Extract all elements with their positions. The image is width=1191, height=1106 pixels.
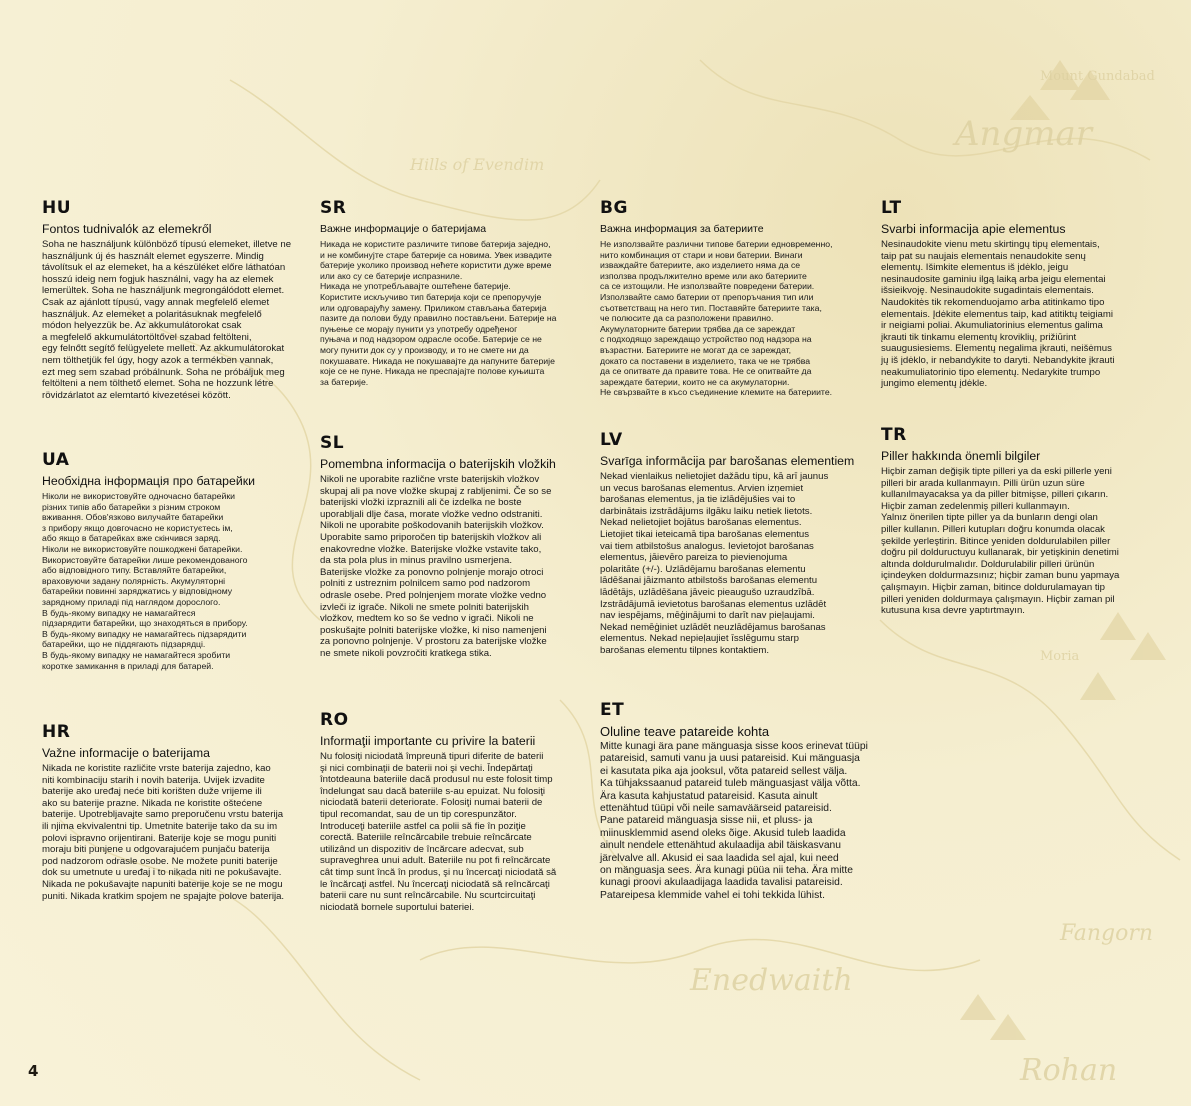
section-title: Необхідна інформація про батарейки xyxy=(42,474,255,488)
section-title: Svarbi informacija apie elementus xyxy=(881,222,1066,236)
map-label-gundabad: Mount Gundabad xyxy=(1040,69,1155,84)
page-number: 4 xyxy=(28,1062,39,1080)
section-body: Nikoli ne uporabite različne vrste baterijskih vložkov skupaj ali pa nove vložke skupaj z rabljenimi. Če so se baterijski vložki izpraznili ali če izdelka ne boste uporabljali dlje časa, morate vložke vedno odstraniti. Nikoli ne uporabite poškodovanih baterijskih vložkov. Uporabite samo priporočen tip baterijskih vložkov ali enakovredne vložke. Baterijske vložke vstavite tako, da sta pola plus in minus pravilno usmerjena. Baterijske vložke za ponovno polnjenje morajo otroci polniti z ustreznim polnilcem samo pod nadzorom odrasle osebe. Pred polnjenjem morate vložke vedno izvleči iz igrače. Nikoli ne smete polniti baterijskih vložkov, medtem ko so še vedno v igrači. Nikoli ne poskušajte polniti baterijske vložke, ki niso namenjeni za ponovno polnjenje. V prostoru za baterijske vložke ne smete nikoli povzročiti kratkega stika. xyxy=(320,474,552,659)
section-title: Fontos tudnivalók az elemekről xyxy=(42,222,212,236)
section-code: SL xyxy=(320,433,345,453)
section-title: Svarīga informācija par barošanas elementiem xyxy=(600,454,855,468)
section-code: ET xyxy=(600,700,625,720)
map-label-enedwaith: Enedwaith xyxy=(690,963,853,998)
map-label-fangorn: Fangorn xyxy=(1060,921,1154,946)
section-hu xyxy=(42,198,306,401)
section-code: HR xyxy=(42,722,71,742)
section-code: UA xyxy=(42,450,70,470)
section-et xyxy=(600,700,890,902)
section-ro xyxy=(320,710,588,913)
section-ua xyxy=(42,450,306,671)
section-lv xyxy=(600,430,868,657)
section-code: TR xyxy=(881,425,907,445)
section-code: SR xyxy=(320,198,347,218)
section-body: Mitte kunagi ära pane mänguasja sisse koos erinevat tüüpi patareisid, samuti vanu ja uusi patareisid. Kui mänguasja ei kasutata pika aja jooksul, võta patareid sellest välja. Ka tühjakssaanud patareid tuleb mänguasjast välja võtta. Ära kasuta kahjustatud patareisid. Kasuta ainult ettenähtud tüüpi või neile samaväärseid patareisid. Pane patareid mänguasja sisse nii, et pluss- ja miinusklemmid asend oleks õige. Akusid tuleb laadida ainult nendele ettenähtud akulaadija abil täiskasvanu järelvalve all. Akusid ei saa laadida sel ajal, kui need on mänguasja sees. Ära kunagi püüa nii teha. Ära mitte kunagi proovi akulaadijaga laadida tavalisi patareisid. Patareipesa klemmide vahel ei tohi tekkida lühist. xyxy=(600,741,868,901)
section-sl xyxy=(320,433,588,660)
section-body: Nekad vienlaikus nelietojiet dažādu tipu, kā arī jaunus un vecus barošanas elementus. Arvien izņemiet barošanas elementus, ja tie izlādējušies vai to darbinātais izstrādājums ilgāku laiku netiek lietots. Nekad nelietojiet bojātus barošanas elementus. Lietojiet tikai ieteicamā tipa barošanas elementus vai tiem atbilstošus analogus. Ievietojot barošanas elementus, jāievēro pareiza to pievienojuma polaritāte (+/-). Uzlādējamu barošanas elementu lādēšanai jāizmanto atbilstošs barošanas elementu lādētājs, uzlādēšana jāveic pieaugušo uzraudzībā. Izstrādājumā ievietotus barošanas elementus uzlādēt nav iespējams, mēģinājumi to darīt nav pieļaujami. Nekad nemēģiniet uzlādēt neuzlādējamus barošanas elementus. Nekad nepieļaujiet īsslēgumu starp barošanas elementu tilpnes kontaktiem. xyxy=(600,471,829,656)
section-bg xyxy=(600,198,868,398)
section-code: LT xyxy=(881,198,902,218)
map-label-moria: Moria xyxy=(1040,649,1080,664)
section-body: Не използвайте различни типове батерии едновременно, нито комбинация от стари и нови батерии. Винаги изваждайте батериите, ако изделието няма да се използва продължително време или ако батериите са се изтощили. Не използвайте повредени батерии. Използвайте само батерии от препоръчания тип или съответстващ на него тип. Поставяйте батериите така, че полюсите да са разположени правилно. Акумулаторните батерии трябва да се зареждат с подходящо зареждащо устройство под надзора на възрастни. Батериите не могат да се зареждат, докато са поставени в изделието, така че не трябва да се опитвате да правите това. Не се опитвайте да зареждате батерии, които не са акумулаторни. Не свързвайте в късо съединение клемите на батериите. xyxy=(600,239,833,398)
section-code: LV xyxy=(600,430,623,450)
section-body: Soha ne használjunk különböző típusú elemeket, illetve ne használjunk új és használt elemet egyszerre. Mindig távolítsuk el az elemeket, ha a készüléket előre láthatóan hosszú ideig nem fogjuk használni, vagy ha az elemek lemerültek. Soha ne használjunk megrongálódott elemet. Csak az ajánlott típusú, vagy annak megfelelő elemet használjuk. Az elemeket a polaritásuknak megfelelő módon helyezzük be. Az akkumulátorokat csak a megfelelő akkumulátortöltővel szabad feltölteni, egy felnőtt segítő felügyelete mellett. Az akkumulátorokat nem tölthetjük fel úgy, hogy azok a termékben vannak, ezt meg sem szabad próbálnunk. Soha ne próbáljuk meg feltölteni a nem tölthető elemet. Soha ne hozzunk létre rövidzárlatot az elemtartó kivezetései között. xyxy=(42,239,292,401)
section-title: Informaţii importante cu privire la baterii xyxy=(320,734,536,748)
section-title: Oluline teave patareide kohta xyxy=(600,724,770,739)
section-hr xyxy=(42,722,306,902)
section-title: Важне информације о батеријама xyxy=(320,223,487,235)
section-body: Nikada ne koristite različite vrste baterija zajedno, kao niti kombinaciju starih i novih baterija. Uvijek izvadite baterije ako uređaj neće biti korišten duže vrijeme ili ako su baterije prazne. Nikada ne koristite oštećene baterije. Upotrebljavajte samo preporučenu vrstu baterija ili njima ekvivalentni tip. Umetnite baterije tako da su im polovi ispravno orijentirani. Baterije koje se mogu puniti moraju biti punjene u odgovarajućem punjaču baterija pod nadzorom odrasle osobe. Ne možete puniti baterije dok su umetnute u uređaj i to nikada niti ne pokušavajte. Nikada ne pokušavajte napuniti baterije koje se ne mogu puniti. Nikada kratkim spojem ne spajajte polove baterija. xyxy=(42,763,285,902)
section-title: Važne informacije o baterijama xyxy=(42,746,210,760)
section-code: RO xyxy=(320,710,349,730)
section-body: Nesinaudokite vienu metu skirtingų tipų elementais, taip pat su naujais elementais nenaudokite senų elementų. Išimkite elementus iš įdėklo, jeigu nesinaudosite gaminiu ilgą laiką arba jeigu elementai išsieikvoję. Nesinaudokite sugadintais elementais. Naudokitės tik rekomenduojamo arba atitinkamo tipo elementais. Įdėkite elementus taip, kad atitiktų teigiami ir neigiami poliai. Akumuliatorinius elementus galima įkrauti tik tinkamu elementų kroviklių, prižiūrint suaugusiesiems. Elementų negalima įkrauti, neišėmus jų iš įdėklo, ir nebandykite to daryti. Nebandykite įkrauti neakumuliatorinio tipo elementų. Nedarykite trumpo jungimo elementų įdėkle. xyxy=(881,239,1115,390)
section-sr xyxy=(320,198,584,387)
section-title: Важна информация за батериите xyxy=(600,223,764,235)
map-label-rohan: Rohan xyxy=(1020,1053,1118,1088)
section-title: Piller hakkında önemli bilgiler xyxy=(881,449,1041,463)
section-body: Никада не користите различите типове батерија заједно, и не комбинујте старе батерије са новима. Увек извадите батерије уколико производ нећете користити дуже време или ако су се батерије испразниле. Никада не употребљавајте оштећене батерије. Користите искључиво тип батерија који се препоручује или одговарајућу замену. Приликом стављања батерија пазите да полови буду правилно постављени. Батерије на пуњење се морају пунити уз употребу одређеног пуњача и под надзором одрасле особе. Батерије се не могу пунити док су у производу, и то не смете ни да покушавате. Никада не покушавајте да напуните батерије које се не пуне. Никада не преспајајте полове куњишта за батерије. xyxy=(320,239,557,387)
section-code: HU xyxy=(42,198,72,218)
map-label-angmar: Angmar xyxy=(955,114,1092,154)
section-code: BG xyxy=(600,198,628,218)
map-label-evendim: Hills of Evendim xyxy=(410,155,545,174)
section-title: Pomembna informacija o baterijskih vložkih xyxy=(320,457,556,471)
section-body: Ніколи не використовуйте одночасно батарейки різних типів або батарейки з різним строком вживання. Обов'язково вилучайте батарейки з прибору якщо довгочасно не користуєтесь ім, або якщо в батарейках вже скінчився заряд. Ніколи не використовуйте пошкоджені батарейки. Використовуйте батарейки лише рекомендованого або відповідного типу. Вставляйте батарейки, враховуючи задану полярність. Акумуляторні батарейки повинні заряджатись у відповідному зарядному приладі під наглядом дорослого. В будь-якому випадку не намагайтеся підзарядити батарейки, що знаходяться в прибору. В будь-якому випадку не намагайтесь підзарядити батарейки, що не піддягають підзарядці. В будь-якому випадку не намагайтеся зробити коротке замикання в приладі для батарей. xyxy=(42,491,248,671)
section-body: Hiçbir zaman değişik tipte pilleri ya da eski pillerle yeni pilleri bir arada kullanmayın. Pilli ürün uzun süre kullanılmayacaksa ya da piller bitmişse, pilleri çıkarın. Hiçbir zaman zedelenmiş pilleri kullanmayın. Yalnız önerilen tipte piller ya da bunların dengi olan piller kullanın. Pilleri kutupları doğru konumda olacak şekilde yerleştirin. Bitince yeniden doldurulabilen piller doğru pil dolduructuyu kullanarak, bir yetişkinin denetimi altında doldurulmalıdır. Doldurulabilir pilleri ürünün içindeyken doldurmazsınız; hiçbir zaman bunu yapmaya çalışmayın. Hiçbir zaman, bitince doldurulamayan tip pilleri yeniden doldurmaya çalışmayın. Hiçbir zaman pil kutusuna kısa devre yaptırtmayın. xyxy=(881,466,1120,617)
section-tr xyxy=(881,425,1149,617)
section-body: Nu folosiţi niciodată împreună tipuri diferite de baterii şi nici combinaţii de baterii noi şi vechi. Îndepărtaţi întotdeauna bateriile dacă produsul nu este folosit timp îndelungat sau dacă bateriile s-au epuizat. Nu folosiţi niciodată baterii deteriorate. Folosiţi numai baterii de tipul recomandat, sau de un tip corespunzător. Introduceţi bateriile astfel ca polii să fie în poziţie corectă. Bateriile reîncărcabile trebuie reîncărcate utilizând un dispozitiv de încărcare adecvat, sub supraveghrea unui adult. Bateriile nu pot fi reîncărcate cât timp sunt încă în produs, şi nu încercaţi niciodată să le încărcaţi astfel. Nu încercaţi niciodată să reîncărcaţi baterii care nu sunt reîncărcabile. Nu scurtcircuitaţi niciodată bornele suportului bateriei. xyxy=(320,751,557,913)
section-lt xyxy=(881,198,1149,390)
